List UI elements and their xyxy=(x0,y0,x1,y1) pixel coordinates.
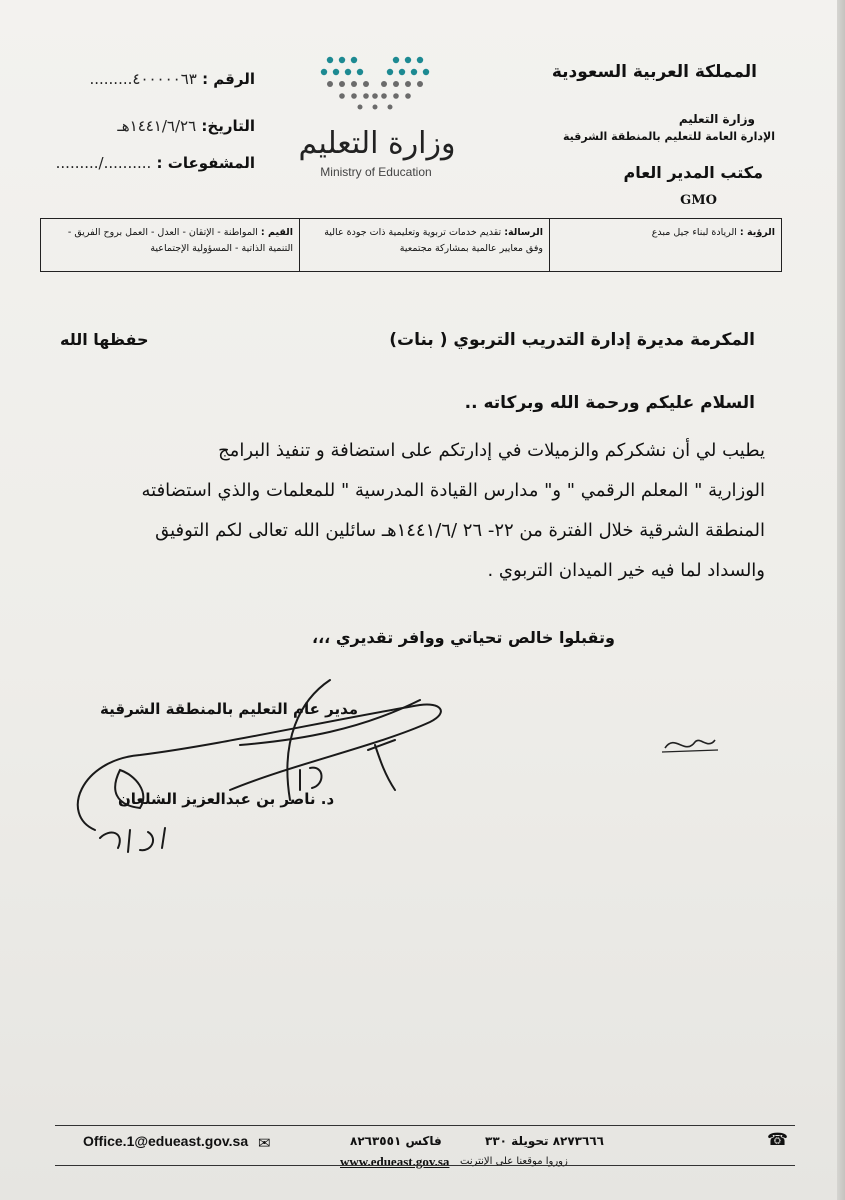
office-title: مكتب المدير العام xyxy=(623,163,763,182)
date-label: التاريخ: xyxy=(201,117,255,135)
phone-icon: ☎ xyxy=(767,1130,789,1150)
footer-website-link[interactable]: www.edueast.gov.sa xyxy=(340,1154,450,1169)
vision-text: الريادة لبناء جيل مبدع xyxy=(651,227,737,238)
vision-label: الرؤية : xyxy=(739,227,775,238)
body-line-4: والسداد لما فيه خير الميدان التربوي . xyxy=(487,560,765,581)
body-line-1: يطيب لي أن نشكركم والزميلات في إدارتكم على استضافة و تنفيذ البرامج xyxy=(218,440,765,461)
logo-arabic-text: وزارة التعليم xyxy=(298,126,456,161)
initials-scribble-icon xyxy=(660,728,720,758)
envelope-icon: ✉ xyxy=(258,1134,271,1152)
handwritten-initials xyxy=(660,728,720,758)
footer-divider-top xyxy=(55,1125,795,1126)
mission-label: الرسالة: xyxy=(504,227,543,238)
gmo-label: GMO xyxy=(680,193,717,208)
body-line-3: المنطقة الشرقية خلال الفترة من ٢٢- ٢٦ /١٤٤١/٦هـ سائلين الله تعالى لكم التوفيق xyxy=(155,520,765,541)
number-value: ٤٠٠٠٠٠٦٣......... xyxy=(89,70,197,88)
footer-phone: ٨٢٧٣٦٦٦ تحويلة ٣٣٠ xyxy=(485,1134,604,1148)
kingdom-title: المملكة العربية السعودية xyxy=(551,62,757,82)
attachments-label: المشفوعات : xyxy=(156,154,255,172)
values-text: المواطنة - الإتقان - العدل - العمل بروح الفريق - التنمية الذاتية - المسؤولية الإجتماعية xyxy=(67,227,293,254)
footer-email[interactable]: Office.1@edueast.gov.sa xyxy=(83,1133,249,1149)
body-line-2: الوزارية " المعلم الرقمي " و" مدارس القيادة المدرسية " للمعلمات والذي استضافته xyxy=(141,480,765,501)
ministry-title: وزارة التعليم xyxy=(678,112,755,126)
signer-name: د. ناصر بن عبدالعزيز الشلعان xyxy=(118,790,335,808)
mission-text: تقديم خدمات تربوية وتعليمية ذات جودة عالية وفق معايير عالمية بمشاركة مجتمعية xyxy=(324,227,543,254)
greeting: السلام عليكم ورحمة الله وبركاته .. xyxy=(464,393,755,413)
general-admin-title: الإدارة العامة للتعليم بالمنطقة الشرقية xyxy=(562,130,775,143)
honorific: حفظها الله xyxy=(60,330,149,349)
signer-title: مدير عام التعليم بالمنطقة الشرقية xyxy=(100,700,359,718)
footer-divider-bottom xyxy=(55,1165,795,1166)
footer-visit-text: زوروا موقعنا على الإنترنت xyxy=(460,1156,568,1167)
values-label: القيم : xyxy=(260,227,293,238)
footer-fax: فاكس ٨٢٦٣٥٥١ xyxy=(350,1134,442,1148)
logo-english-text: Ministry of Education xyxy=(320,165,432,179)
number-label: الرقم : xyxy=(202,70,255,88)
addressee: المكرمة مديرة إدارة التدريب التربوي ( بنات) xyxy=(389,330,755,350)
date-value: ١٤٤١/٦/٢٦هـ xyxy=(117,117,197,135)
closing-line: وتقبلوا خالص تحياتي ووافر تقديري ،،، xyxy=(312,628,615,647)
attachments-value: ........../......... xyxy=(55,154,152,172)
